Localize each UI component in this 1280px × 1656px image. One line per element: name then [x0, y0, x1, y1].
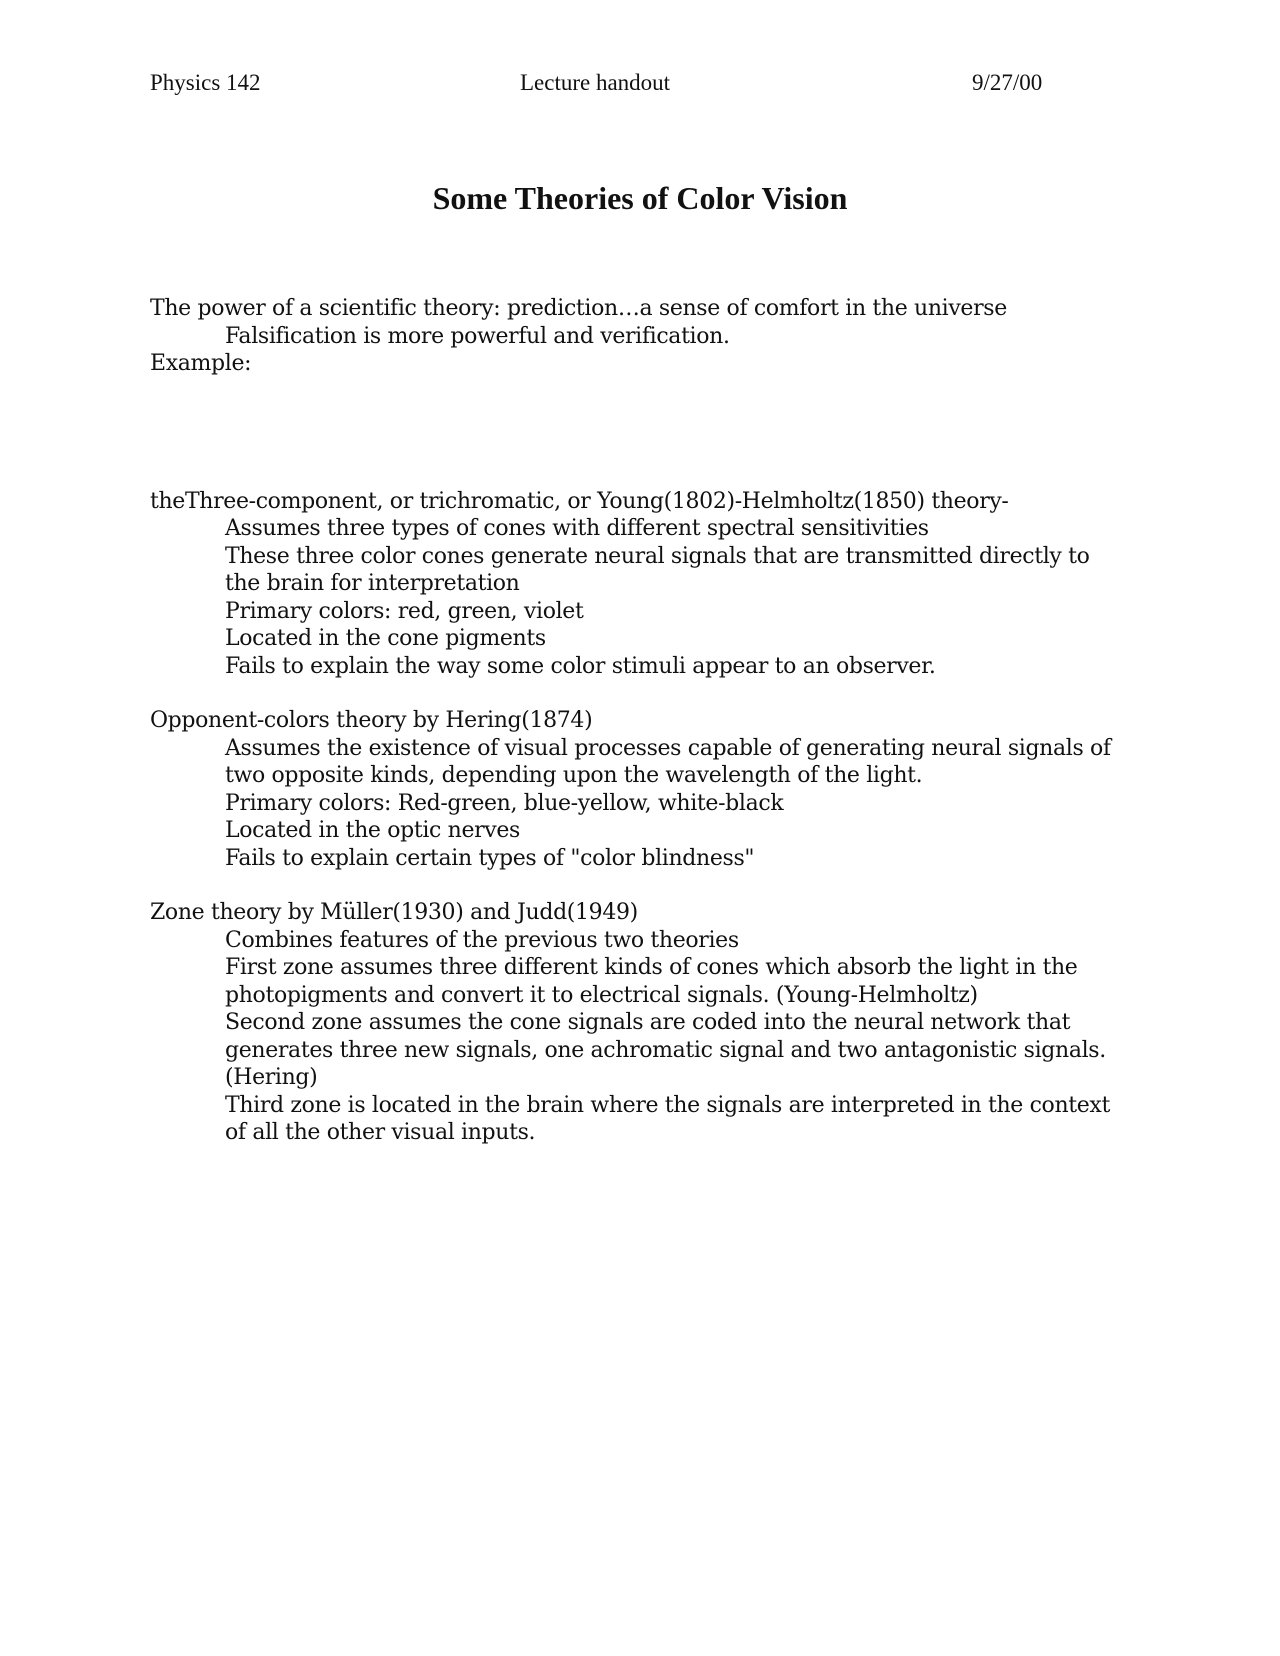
section-line: Combines features of the previous two theories	[225, 927, 739, 953]
section-line: Located in the optic nerves	[225, 818, 520, 843]
section-line: Located in the cone pigments	[225, 626, 546, 651]
section-line: generates three new signals, one achromatic signal and two antagonistic signals.	[225, 1037, 1106, 1063]
intro-line: Falsification is more powerful and verification.	[225, 323, 730, 349]
section-line: Assumes the existence of visual processes capable of generating neural signals of	[225, 735, 1111, 761]
section-line: photopigments and convert it to electrical signals. (Young-Helmholtz)	[225, 982, 978, 1008]
section-line: two opposite kinds, depending upon the wavelength of the light.	[225, 763, 923, 788]
section-line: First zone assumes three different kinds of cones which absorb the light in the	[225, 955, 1078, 980]
section-heading: theThree-component, or trichromatic, or Young(1802)-Helmholtz(1850) theory-	[150, 488, 1009, 514]
page-title: Some Theories of Color Vision	[432, 180, 848, 216]
document-body	[150, 295, 1150, 1147]
header-course: Physics 142	[150, 70, 261, 95]
intro-line: Example:	[150, 351, 252, 376]
section-line: the brain for interpretation	[225, 571, 520, 596]
section-heading: Opponent-colors theory by Hering(1874)	[150, 708, 593, 733]
section-heading: Zone theory by Müller(1930) and Judd(1949)	[150, 900, 638, 925]
section-line: Primary colors: red, green, violet	[225, 598, 584, 624]
section-line: (Hering)	[225, 1065, 318, 1090]
section-line: Third zone is located in the brain where the signals are interpreted in the context	[225, 1092, 1110, 1118]
page-header	[0, 70, 1280, 100]
section-gap	[150, 872, 1150, 899]
section-line: Primary colors: Red-green, blue-yellow, white-black	[225, 790, 784, 816]
section-line: Fails to explain the way some color stimuli appear to an observer.	[225, 653, 936, 679]
blank-space	[150, 378, 1150, 488]
section-line: Second zone assumes the cone signals are coded into the neural network that	[225, 1010, 1071, 1035]
header-date: 9/27/00	[972, 70, 1043, 95]
section-line: Assumes three types of cones with different spectral sensitivities	[225, 516, 929, 541]
section-line: Fails to explain certain types of "color blindness"	[225, 845, 755, 871]
intro-line: The power of a scientific theory: prediction…a sense of comfort in the universe	[150, 296, 1007, 321]
header-doc-type: Lecture handout	[520, 70, 671, 95]
section-gap	[150, 680, 1150, 707]
section-line: of all the other visual inputs.	[225, 1120, 536, 1145]
section-line: These three color cones generate neural signals that are transmitted directly to	[225, 543, 1090, 569]
